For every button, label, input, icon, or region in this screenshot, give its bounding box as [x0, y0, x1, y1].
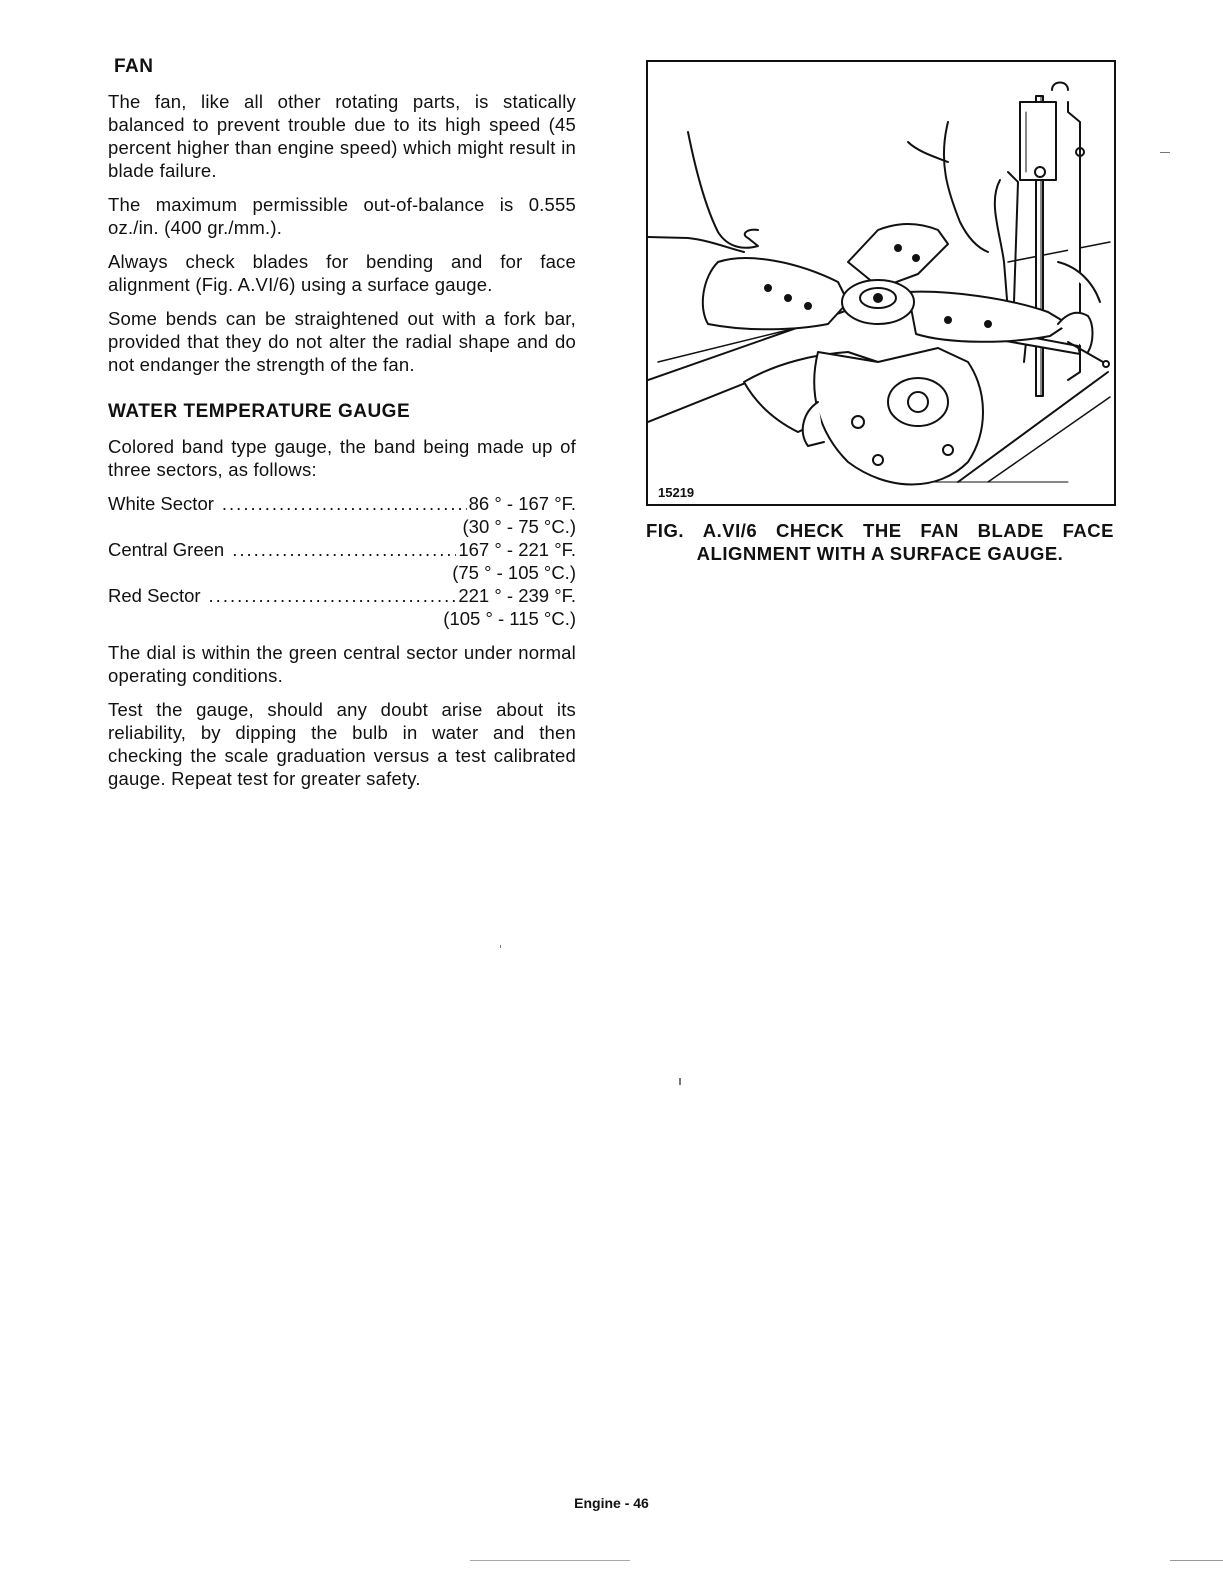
fan-heading: FAN [114, 56, 154, 77]
water-gauge-heading: WATER TEMPERATURE GAUGE [108, 401, 411, 422]
scan-line [470, 1560, 630, 1561]
fan-paragraph: The fan, like all other rotating parts, is statically balanced to prevent trouble due to its high speed (45 percent higher than engine speed) which might result in blade failure. [108, 91, 576, 181]
gauge-sector-white [108, 492, 576, 538]
dot-leader [222, 492, 467, 515]
sector-label: Red Sector [108, 585, 201, 606]
caption-word: FIG. [646, 520, 684, 541]
left-column [108, 56, 576, 801]
sector-fahrenheit: 86 ° - 167 °F. [468, 493, 576, 514]
caption-word: FACE [1062, 520, 1114, 541]
water-gauge-paragraph: The dial is within the green central sector under normal operating conditions. [108, 642, 576, 686]
dot-leader [209, 584, 457, 607]
scan-speck [679, 1078, 681, 1085]
fan-paragraph: The maximum permissible out-of-balance is 0.555 oz./in. (400 gr./mm.). [108, 194, 576, 238]
fan-blade-illustration [648, 62, 1114, 504]
caption-line-2: ALIGNMENT WITH A SURFACE GAUGE. [696, 543, 1064, 564]
sector-fahrenheit: 167 ° - 221 °F. [458, 539, 576, 560]
water-gauge-intro: Colored band type gauge, the band being made up of three sectors, as follows: [108, 436, 576, 480]
caption-word: A.VI/6 [702, 520, 758, 541]
caption-word: FAN [920, 520, 959, 541]
water-gauge-paragraph: Test the gauge, should any doubt arise about its reliability, by dipping the bulb in water and then checking the scale graduation versus a test calibrated gauge. Repeat test for greater safety. [108, 699, 576, 789]
caption-word: CHECK [775, 520, 845, 541]
page-footer: Engine - 46 [574, 1495, 649, 1511]
scan-line [1170, 1560, 1223, 1561]
sector-label: Central Green [108, 539, 225, 560]
sector-celsius: (30 ° - 75 °C.) [462, 516, 576, 537]
figure-fan-blade-check [646, 60, 1116, 506]
sector-celsius: (75 ° - 105 °C.) [452, 562, 576, 583]
gauge-sector-red [108, 584, 576, 630]
figure-number: 15219 [658, 485, 695, 500]
sector-label: White Sector [108, 493, 214, 514]
sector-celsius: (105 ° - 115 °C.) [443, 608, 576, 629]
gauge-sector-table [108, 492, 576, 630]
caption-word: THE [863, 520, 902, 541]
caption-line-1 [646, 519, 1114, 542]
dot-leader [232, 538, 456, 561]
figure-caption [646, 519, 1114, 565]
pump-housing [803, 348, 983, 485]
sector-fahrenheit: 221 ° - 239 °F. [458, 585, 576, 606]
fan-paragraph: Some bends can be straightened out with a fork bar, provided that they do not alter the radial shape and do not endanger the strength of the fan. [108, 308, 576, 375]
caption-word: BLADE [977, 520, 1044, 541]
fan-paragraph: Always check blades for bending and for face alignment (Fig. A.VI/6) using a surface gauge. [108, 251, 576, 295]
scan-speck [500, 945, 501, 948]
gauge-sector-green [108, 538, 576, 584]
scan-speck [1160, 152, 1170, 153]
